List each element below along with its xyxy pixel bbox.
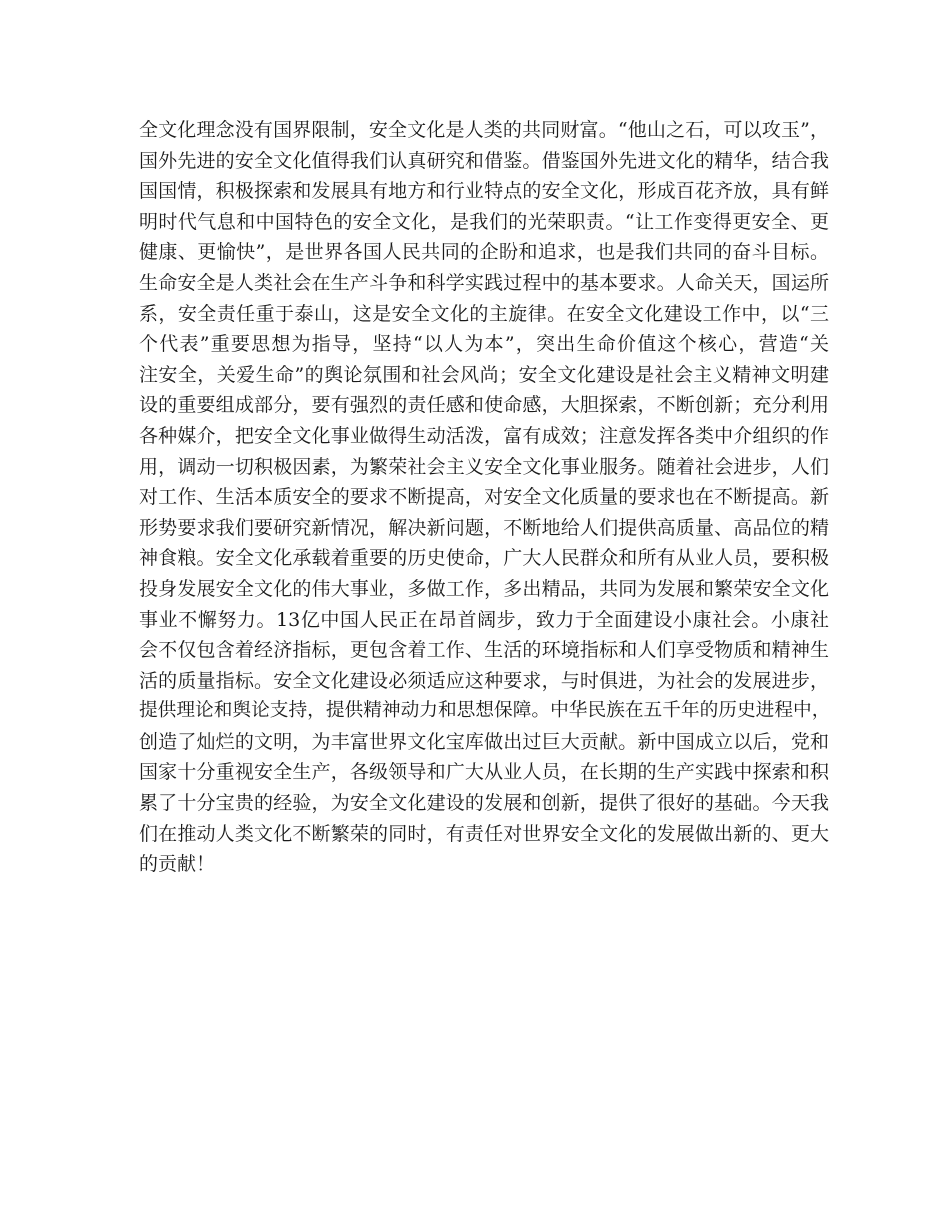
text-line: 形势要求我们要研究新情况，解决新问题，不断地给人们提供高质量、高品位的精 <box>139 516 829 539</box>
text-line: 全文化理念没有国界限制，安全文化是人类的共同财富。“他山之石，可以攻玉”， <box>139 119 829 141</box>
text-line: 对工作、生活本质安全的要求不断提高，对安全文化质量的要求也在不断提高。新 <box>139 486 829 509</box>
text-line: 个代表”重要思想为指导，坚持“以人为本”，突出生命价值这个核心，营造“关 <box>139 333 829 356</box>
text-line: 明时代气息和中国特色的安全文化，是我们的光荣职责。“让工作变得更安全、更 <box>139 210 829 233</box>
text-line: 健康、更愉快”，是世界各国人民共同的企盼和追求，也是我们共同的奋斗目标。 <box>139 241 829 264</box>
text-line: 创造了灿烂的文明，为丰富世界文化宝库做出过巨大贡献。新中国成立以后，党和 <box>139 730 829 753</box>
text-line: 的贡献！ <box>139 853 216 876</box>
text-line: 事业不懈努力。13亿中国人民正在昂首阔步，致力于全面建设小康社会。小康社 <box>139 608 829 631</box>
text-line: 系，安全责任重于泰山，这是安全文化的主旋律。在安全文化建设工作中，以“三 <box>139 302 829 325</box>
text-line: 累了十分宝贵的经验，为安全文化建设的发展和创新，提供了很好的基础。今天我 <box>139 792 829 815</box>
text-line: 各种媒介，把安全文化事业做得生动活泼，富有成效；注意发挥各类中介组织的作 <box>139 424 829 447</box>
text-line: 设的重要组成部分，要有强烈的责任感和使命感，大胆探索，不断创新；充分利用 <box>139 394 829 417</box>
text-line: 用，调动一切积极因素，为繁荣社会主义安全文化事业服务。随着社会进步，人们 <box>139 455 829 478</box>
text-line: 会不仅包含着经济指标，更包含着工作、生活的环境指标和人们享受物质和精神生 <box>139 639 829 662</box>
text-line: 活的质量指标。安全文化建设必须适应这种要求，与时俱进，为社会的发展进步， <box>139 669 829 692</box>
text-line: 提供理论和舆论支持，提供精神动力和思想保障。中华民族在五千年的历史进程中， <box>139 700 831 722</box>
text-line: 国家十分重视安全生产，各级领导和广大从业人员，在长期的生产实践中探索和积 <box>139 761 829 784</box>
text-line: 生命安全是人类社会在生产斗争和科学实践过程中的基本要求。人命关天，国运所 <box>139 271 829 294</box>
text-line: 国国情，积极探索和发展具有地方和行业特点的安全文化，形成百花齐放，具有鲜 <box>139 180 829 203</box>
text-line: 注安全，关爱生命”的舆论氛围和社会风尚；安全文化建设是社会主义精神文明建 <box>139 363 829 386</box>
text-line: 们在推动人类文化不断繁荣的同时，有责任对世界安全文化的发展做出新的、更大 <box>139 822 829 845</box>
text-line: 神食粮。安全文化承载着重要的历史使命，广大人民群众和所有从业人员，要积极 <box>139 547 829 570</box>
body-paragraph <box>139 115 829 880</box>
text-line: 投身发展安全文化的伟大事业，多做工作，多出精品，共同为发展和繁荣安全文化 <box>139 577 829 600</box>
text-line: 国外先进的安全文化值得我们认真研究和借鉴。借鉴国外先进文化的精华，结合我 <box>139 149 829 172</box>
